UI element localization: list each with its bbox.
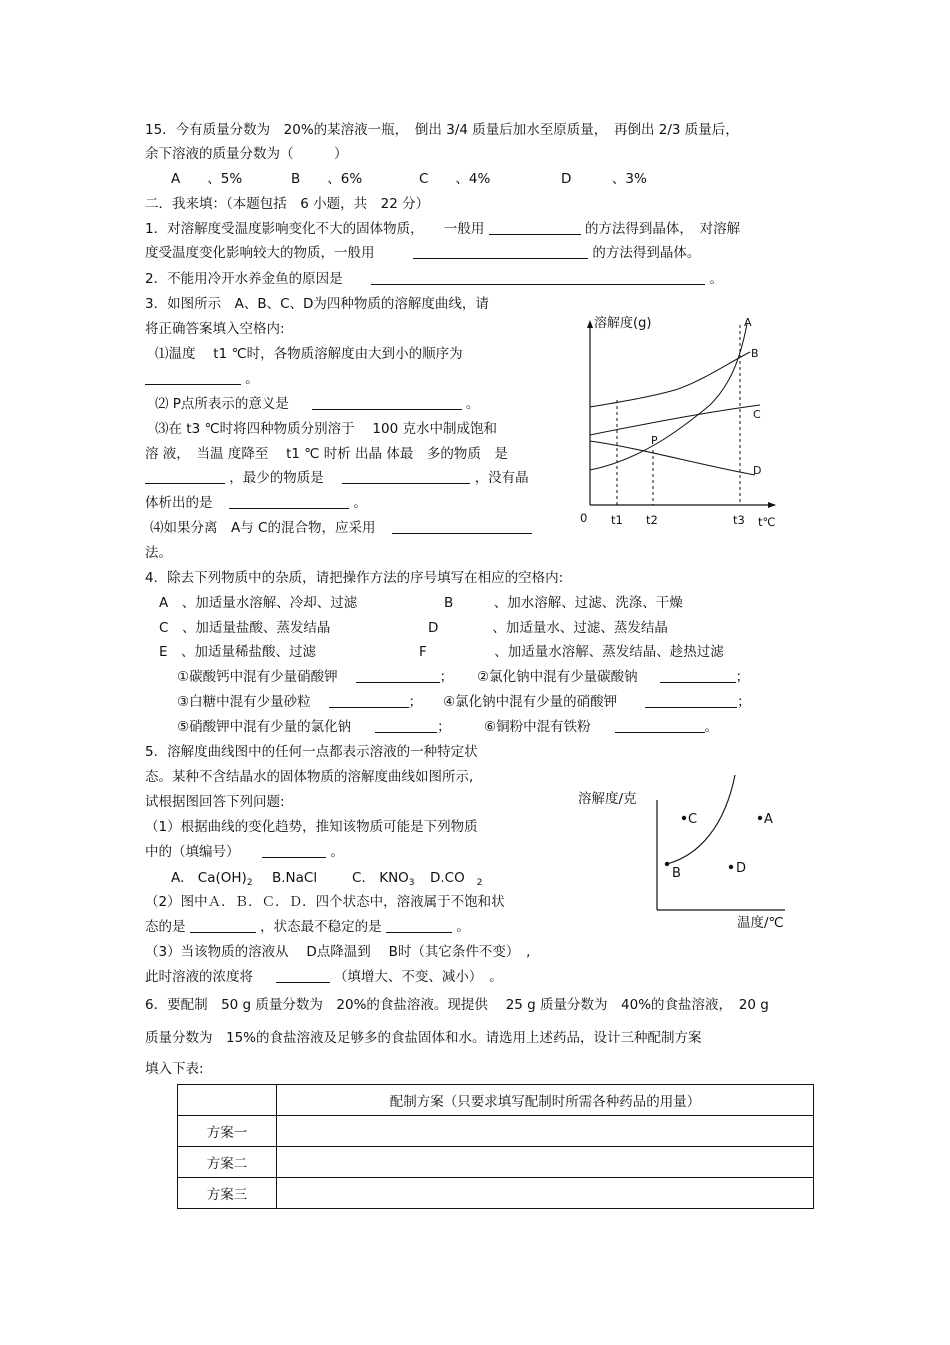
q5-choice-b: B.NaCl [272,870,318,886]
q3-sub3-text-b: ，没有晶 [474,470,529,486]
q6-line1: 6．要配制 50 g 质量分数为 20%的食盐溶液。现提供 25 g 质量分数为 40%的食盐溶液， 20 g [145,997,769,1013]
q4-method-d-letter: D [428,620,439,636]
q5-part1-line2 [145,843,344,861]
q3-sub1-end: 。 [245,371,259,387]
q5-blank-2[interactable] [190,918,256,933]
q1-blank-2[interactable] [413,244,588,259]
q4-method-c-text: 、加适量盐酸、蒸发结晶 [181,620,331,636]
q1-blank-1[interactable] [489,220,581,235]
q5-part1-text: 中的（填编号） [145,844,240,860]
q3-sub1: ⑴温度 t1 ℃时，各物质溶解度由大到小的顺序为 [155,346,463,362]
q4-item-2-end: ； [735,669,750,685]
q5-line2: 态。某种不含结晶水的固体物质的溶解度曲线如图所示, [145,769,474,785]
q5-part2-end: 。 [456,919,470,935]
q3-sub3-text-a: ，最少的物质是 [229,470,324,486]
q1-text-2b: 的方法得到晶体。 [592,245,701,261]
q4-item-5-text: ⑤硝酸钾中混有少量的氯化钠 [177,719,352,735]
chart1-curve-c [590,405,760,435]
q3-blank-5[interactable] [229,494,349,509]
chart2-point-b-dot [665,862,669,866]
q4-item-1-end: ； [439,669,454,685]
chart2-point-b: B [672,866,681,881]
table-row [178,1116,814,1147]
q4-method-c [159,619,330,637]
q3-sub3-line4 [145,494,367,512]
q15-option-a: A 、5% [171,171,243,187]
plan-row-answer-2[interactable] [277,1147,814,1178]
q5-choice-d-text: D.CO [430,870,465,886]
q4-item-5 [177,718,451,736]
chart1-label-c: C [753,408,761,421]
q3-blank-1[interactable] [145,370,241,385]
q15-line1: 15．今有质量分数为 20%的某溶液一瓶， 倒出 3/4 质量后加水至原质量， 再倒出 2/3 质量后， [145,122,739,138]
q3-sub2 [155,395,479,413]
plan-row-answer-1[interactable] [277,1116,814,1147]
q4-item-4 [443,693,751,711]
q4-item-3 [177,693,422,711]
chart1-curve-a [590,324,747,470]
chart1-ylabel: 溶解度(g) [594,316,652,331]
chart2-xlabel: 温度/℃ [737,915,784,931]
chart2-point-a: A [764,812,773,827]
q4-method-a-text: 、加适量水溶解、冷却、过滤 [181,595,358,611]
plan-row-answer-3[interactable] [277,1178,814,1209]
q5-part1-end: 。 [330,844,344,860]
q2-blank[interactable] [371,270,705,285]
table-row [178,1178,814,1209]
q3-blank-4[interactable] [342,469,470,484]
q4-method-b [444,594,683,612]
q5-choice-c-sub: 3 [408,878,415,888]
q3-blank-2[interactable] [312,395,462,410]
q4-method-d [428,619,668,637]
q1-text-1b: 的方法得到晶体， 对溶解 [584,221,741,237]
chart2-ylabel: 溶解度/克 [578,791,637,807]
q15-line2: 余下溶液的质量分数为（ ） [145,146,348,162]
q4-blank-2[interactable] [660,668,736,683]
chart1-curve-d [590,441,755,475]
q3-sub3-line1: ⑶在 t3 ℃时将四种物质分别溶于 100 克水中制成饱和 [155,421,497,437]
q2-end: 。 [709,271,723,287]
q4-method-d-text: 、加适量水、过滤、蒸发结晶 [492,620,668,636]
q5-choice-c-text: C. KNO [352,870,409,886]
q5-choice-d [430,869,482,892]
chart2-point-c: C [688,812,698,827]
plan-table-header-row [178,1085,814,1116]
q5-part2-line1: （2）图中Ａ．Ｂ．Ｃ．Ｄ．四个状态中，溶液属于不饱和状 [145,894,505,910]
q5-part3-line2 [145,968,503,986]
q5-part3-line1: （3）当该物质的溶液从 D点降温到 B时（其它条件不变） , [145,944,531,960]
q3-sub4 [150,519,532,537]
q1-line2 [145,244,700,262]
q3-sub4-text: ⑷如果分离 A与 C的混合物，应采用 [150,520,376,536]
q5-part3-text-b: （填增大、不变、减小） 。 [333,969,503,985]
q5-part2-line2 [145,918,470,936]
q5-line1: 5．溶解度曲线图中的任何一点都表示溶液的一种特定状 [145,744,478,760]
q1-text-2a: 度受温度变化影响较大的物质，一般用 [145,245,375,261]
solubility-chart-1 [560,310,790,535]
plan-table-corner [178,1085,277,1116]
q4-item-3-text: ③白糖中混有少量砂粒 [177,694,311,710]
q4-method-e-letter: E [159,644,168,660]
chart1-point-p: P [651,434,658,447]
q5-part1-line1: （1）根据曲线的变化趋势，推知该物质可能是下列物质 [145,819,478,835]
chart1-origin: 0 [580,511,588,525]
q15-option-d: D 、3% [561,171,647,187]
plan-row-label-2: 方案二 [178,1147,277,1178]
chart2-point-c-dot [682,816,686,820]
q5-blank-4[interactable] [276,968,330,983]
q4-method-f-text: 、加适量水溶解、蒸发结晶、趁热过滤 [494,644,724,660]
q3-sub3-line2: 溶 液， 当温 度降至 t1 ℃ 时析 出晶 体最 多的物质 是 [145,446,508,462]
chart1-label-a: A [744,316,752,329]
q4-method-c-letter: C [159,620,169,636]
q5-line3: 试根据图回答下列问题: [145,794,285,810]
q3-line1: 3．如图所示 A、B、C、D为四种物质的溶解度曲线，请 [145,296,489,312]
q2-line [145,270,723,288]
q4-item-4-text: ④氯化钠中混有少量的硝酸钾 [443,694,618,710]
chart2-point-a-dot [758,816,762,820]
q4-method-f [419,643,724,661]
q3-sub3-end: 。 [353,495,367,511]
q5-choice-a-text: A. Ca(OH) [171,870,247,886]
q3-sub1-answer [145,370,259,388]
q4-method-a [159,594,357,612]
q4-item-4-end: ； [737,694,751,710]
q5-part2-text-b: ，状态最不稳定的是 [260,919,382,935]
q4-method-e [159,643,316,661]
chart1-label-d: D [753,464,762,477]
q5-choice-a-sub: 2 [246,878,253,888]
q3-sub2-text: ⑵ P点所表示的意义是 [155,396,289,412]
q5-blank-3[interactable] [386,918,452,933]
q4-blank-6[interactable] [615,718,705,733]
q5-blank-1[interactable] [262,843,326,858]
q4-blank-5[interactable] [375,718,437,733]
plan-table [177,1084,814,1209]
q4-item-3-end: ； [408,694,423,710]
chart1-tick-t1: t1 [611,513,623,527]
q4-item-1-text: ①碳酸钙中混有少量硝酸钾 [177,669,338,685]
q5-choice-c [352,869,415,892]
q1-text-1a: 1．对溶解度受温度影响变化不大的固体物质， 一般用 [145,221,485,237]
q1-line1 [145,220,740,238]
q4-intro: 4．除去下列物质中的杂质，请把操作方法的序号填写在相应的空格内: [145,570,564,586]
q4-blank-4[interactable] [645,693,737,708]
plan-table-header: 配制方案（只要求填写配制时所需各种药品的用量） [277,1085,814,1116]
plan-row-label-1: 方案一 [178,1116,277,1147]
q4-method-e-text: 、加适量稀盐酸、过滤 [181,644,317,660]
chart1-tick-t3: t3 [733,513,745,527]
q4-blank-3[interactable] [329,693,409,708]
q4-method-b-text: 、加水溶解、过滤、洗涤、干燥 [493,595,683,611]
chart1-y-arrow [587,320,593,328]
q4-item-6-text: ⑥铜粉中混有铁粉 [484,719,591,735]
chart2-curve [667,775,735,864]
q4-item-1 [177,668,453,686]
q3-blank-3[interactable] [145,469,225,484]
section-2-title: 二．我来填：（本题包括 6 小题，共 22 分） [145,196,430,212]
q5-choice-d-sub: 2 [476,878,483,888]
chart1-xunit: t℃ [758,515,776,529]
q4-method-a-letter: A [159,595,169,611]
chart2-point-d-dot [729,865,733,869]
q6-line3: 填入下表: [145,1061,204,1077]
q3-sub2-end: 。 [465,396,480,412]
q2-text: 2．不能用冷开水养金鱼的原因是 [145,271,343,287]
q6-line2: 质量分数为 15%的食盐溶液及足够多的食盐固体和水。请选用上述药品，设计三种配制方案 [145,1030,702,1046]
q4-item-2 [477,668,749,686]
q4-item-2-text: ②氯化钠中混有少量碳酸钠 [477,669,638,685]
chart1-tick-t2: t2 [646,513,658,527]
q5-choice-a [171,869,253,892]
q3-sub4-end: 法。 [145,545,172,561]
table-row [178,1147,814,1178]
q5-part3-text-a: 此时溶液的浓度将 [145,969,253,985]
q4-blank-1[interactable] [356,668,440,683]
q4-item-6-end: 。 [704,719,719,735]
plan-row-label-3: 方案三 [178,1178,277,1209]
solubility-chart-2 [575,770,800,935]
q4-item-5-end: ； [437,719,451,735]
q4-method-b-letter: B [444,595,454,611]
q3-line2: 将正确答案填入空格内: [145,321,285,337]
q4-item-6 [484,718,718,736]
q4-method-f-letter: F [419,644,427,660]
chart1-curve-b [590,352,750,407]
q5-part2-text-a: 态的是 [145,919,186,935]
q3-sub3-line3 [145,469,529,487]
q3-sub3-text-c: 体析出的是 [145,495,213,511]
chart1-label-b: B [751,347,759,360]
chart1-x-arrow [768,502,776,508]
q15-option-c: C 、4% [419,171,491,187]
chart2-point-d: D [736,861,747,876]
q3-blank-6[interactable] [392,519,532,534]
q15-option-b: B 、6% [291,171,363,187]
